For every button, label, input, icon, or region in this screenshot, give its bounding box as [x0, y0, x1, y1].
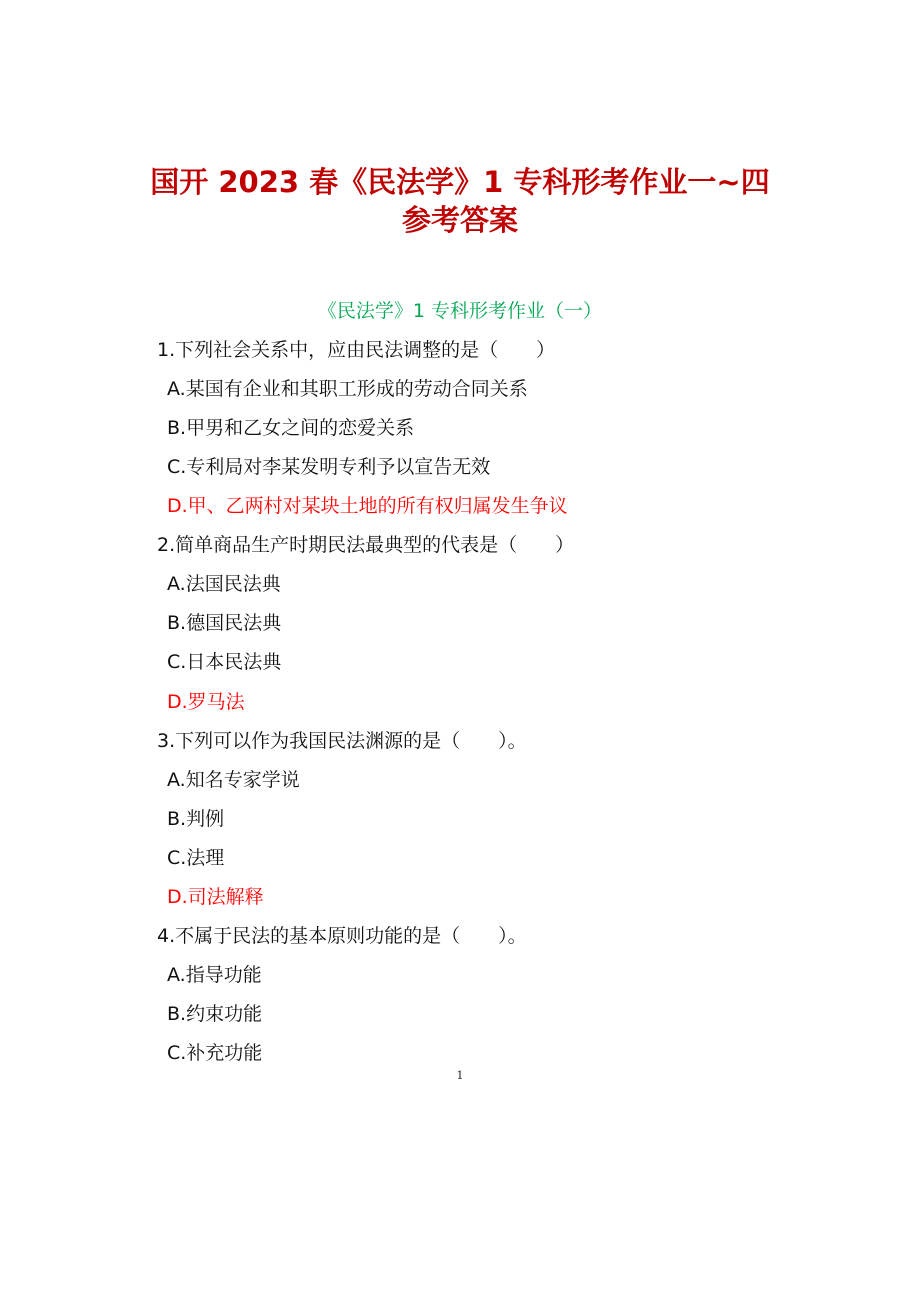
question-2-option-c: C.日本民法典: [167, 651, 282, 673]
question-4-stem: 4.不属于民法的基本原则功能的是（ ）。: [157, 925, 527, 947]
question-2-option-b: B.德国民法典: [167, 612, 282, 634]
question-1-option-c: C.专利局对李某发明专利予以宣告无效: [167, 456, 491, 478]
document-title-line-2: 参考答案: [401, 203, 518, 237]
question-1-stem: 1.下列社会关系中，应由民法调整的是（ ）: [157, 339, 556, 361]
question-4-option-a: A.指导功能: [167, 964, 262, 986]
question-3-option-b: B.判例: [167, 808, 225, 830]
page-number: 1: [456, 1069, 464, 1082]
document-title-line-1: 国开 2023 春《民法学》1 专科形考作业一~四: [150, 165, 770, 199]
question-1-option-a: A.某国有企业和其职工形成的劳动合同关系: [167, 378, 528, 400]
question-3-stem: 3.下列可以作为我国民法渊源的是（ ）。: [157, 730, 527, 752]
question-2-option-a: A.法国民法典: [167, 573, 281, 595]
question-2-stem: 2.简单商品生产时期民法最典型的代表是（ ）: [157, 534, 575, 556]
question-4-option-c: C.补充功能: [167, 1042, 263, 1064]
section-title: 《民法学》1 专科形考作业（一）: [317, 300, 603, 322]
question-1-option-b: B.甲男和乙女之间的恋爱关系: [167, 417, 415, 439]
question-1-answer-option-d: D.甲、乙两村对某块土地的所有权归属发生争议: [167, 495, 568, 517]
question-2-answer-option-d: D.罗马法: [167, 691, 245, 713]
question-3-answer-option-d: D.司法解释: [167, 886, 264, 908]
question-3-option-c: C.法理: [167, 847, 225, 869]
question-4-option-b: B.约束功能: [167, 1003, 263, 1025]
question-3-option-a: A.知名专家学说: [167, 769, 300, 791]
